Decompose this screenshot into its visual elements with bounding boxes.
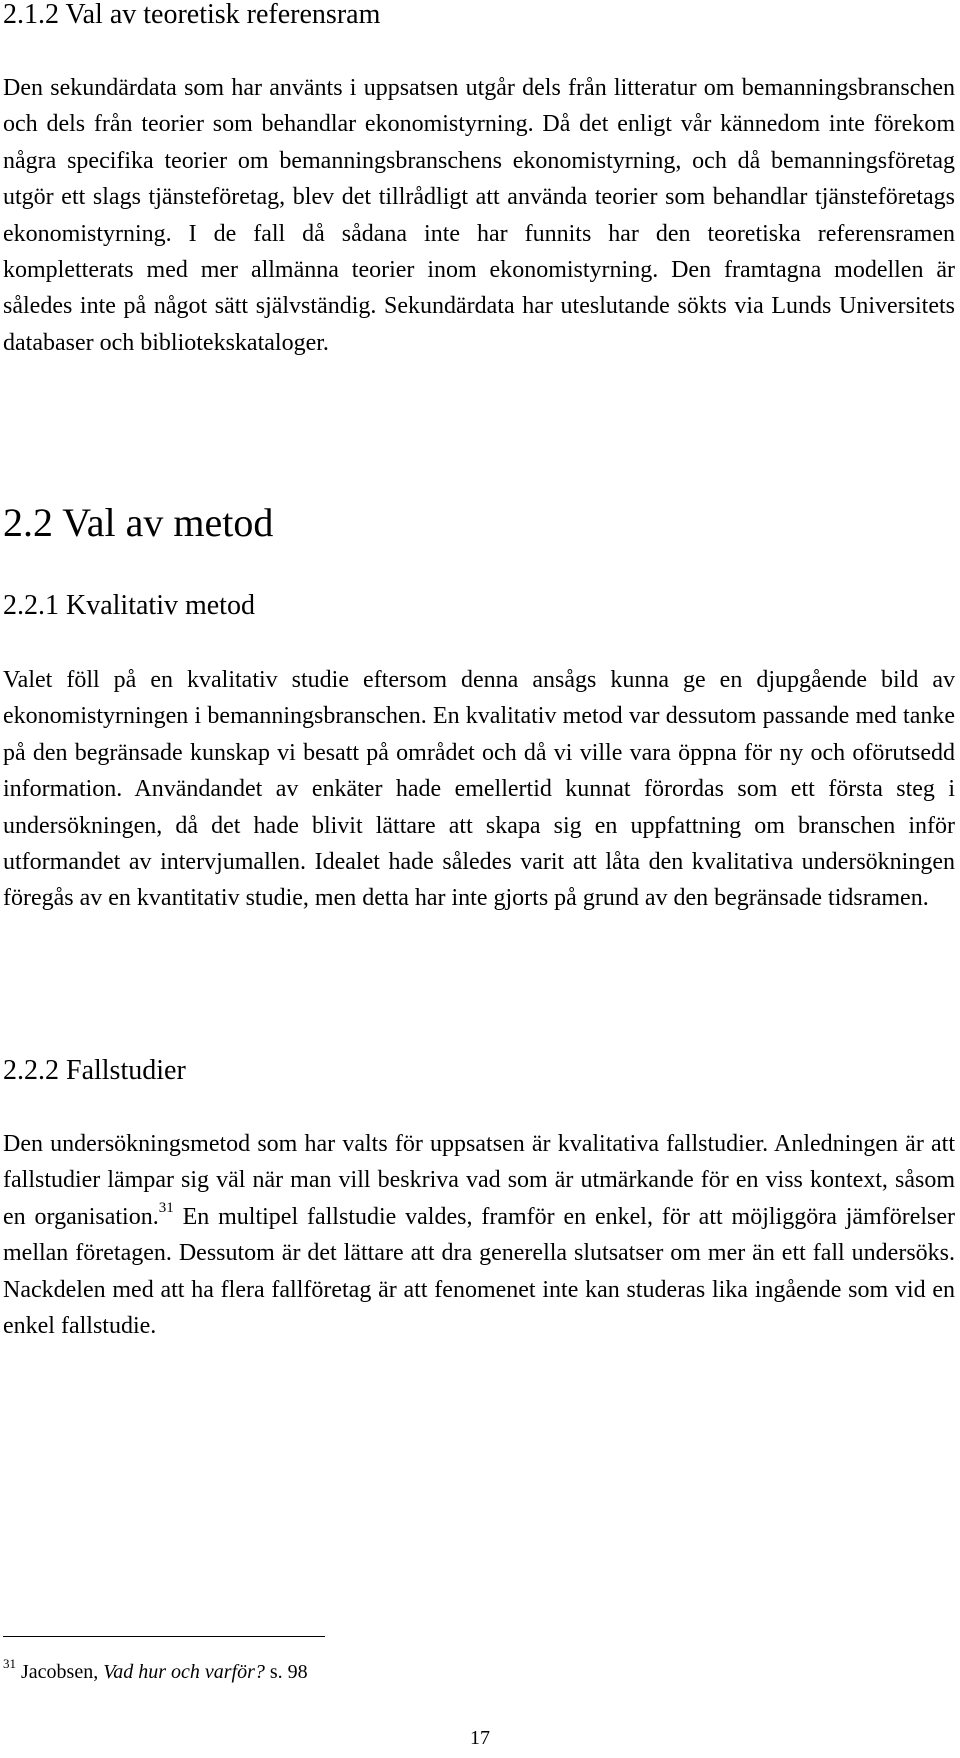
footnote-title: Vad hur och varför? (103, 1661, 265, 1683)
paragraph-text-part1: Den undersökningsmetod som har valts för uppsatsen är kvalitativa fallstudier. Anledningen är att fallstudier lämpar sig väl när man vill beskriva vad som är utmärkande för en viss kontext, såsom en organisation. (3, 1131, 955, 1230)
footnote-pages: s. 98 (264, 1661, 308, 1683)
footnote-separator (3, 1636, 325, 1637)
paragraph-text: Den sekundärdata som har använts i uppsatsen utgår dels från litteratur om bemanningsbranschen och dels från teorier som behandlar ekonomistyrning. Då det enligt vår kännedom inte förekom några specifika teorier om bemanningsbranschens ekonomistyrning, och då bemanningsföretag utgör ett slags tjänsteföretag, blev det tillrådligt att använda teorier som behandlar tjänsteföretags ekonomistyrning. I de fall då sådana inte har funnits har den teoretiska referensramen kompletterats med mer allmänna teorier inom ekonomistyrning. Den framtagna modellen är således inte på något sätt självständig. Sekundärdata har uteslutande sökts via Lunds Universitets databaser och bibliotekskataloger. (3, 75, 955, 356)
footnote (3, 1656, 308, 1683)
section-heading-2-2-1: 2.2.1 Kvalitativ metod (3, 590, 255, 621)
paragraph-text-part2: En multipel fallstudie valdes, framför en enkel, för att möjliggöra jämförelser mellan företagen. Dessutom är det lättare att dra generella slutsatser om mer än ett fall undersöks. Nackdelen med att ha flera fallföretag är att fenomenet inte kan studeras lika ingående som vid en enkel fallstudie. (3, 1203, 955, 1340)
section-heading-2-2: 2.2 Val av metod (3, 500, 274, 545)
paragraph-teoretisk-referensram (3, 70, 955, 361)
section-heading-2-1-2: 2.1.2 Val av teoretisk referensram (3, 0, 381, 30)
paragraph-fallstudier (3, 1126, 955, 1344)
footnote-reference: 31 (158, 1199, 174, 1216)
paragraph-text: Valet föll på en kvalitativ studie eftersom denna ansågs kunna ge en djupgående bild av ekonomistyrningen i bemanningsbranschen. En kvalitativ metod var dessutom passande med tanke på den begränsade kunskap vi besatt på området och då vi ville vara öppna för ny och oförutsedd information. Användandet av enkäter hade emellertid kunnat förordas som ett första steg i undersökningen, då det hade blivit lättare att skapa sig en uppfattning om branschen inför utformandet av intervjumallen. Idealet hade således varit att låta den kvalitativa undersökningen föregås av en kvantitativ studie, men detta har inte gjorts på grund av den begränsade tidsramen. (3, 667, 955, 912)
paragraph-kvalitativ-metod (3, 662, 955, 917)
page-number: 17 (470, 1727, 490, 1749)
footnote-number: 31 (3, 1656, 16, 1671)
paragraph-text (3, 1126, 955, 1344)
section-heading-2-2-2: 2.2.2 Fallstudier (3, 1055, 186, 1086)
footnote-author: Jacobsen, (21, 1661, 104, 1683)
